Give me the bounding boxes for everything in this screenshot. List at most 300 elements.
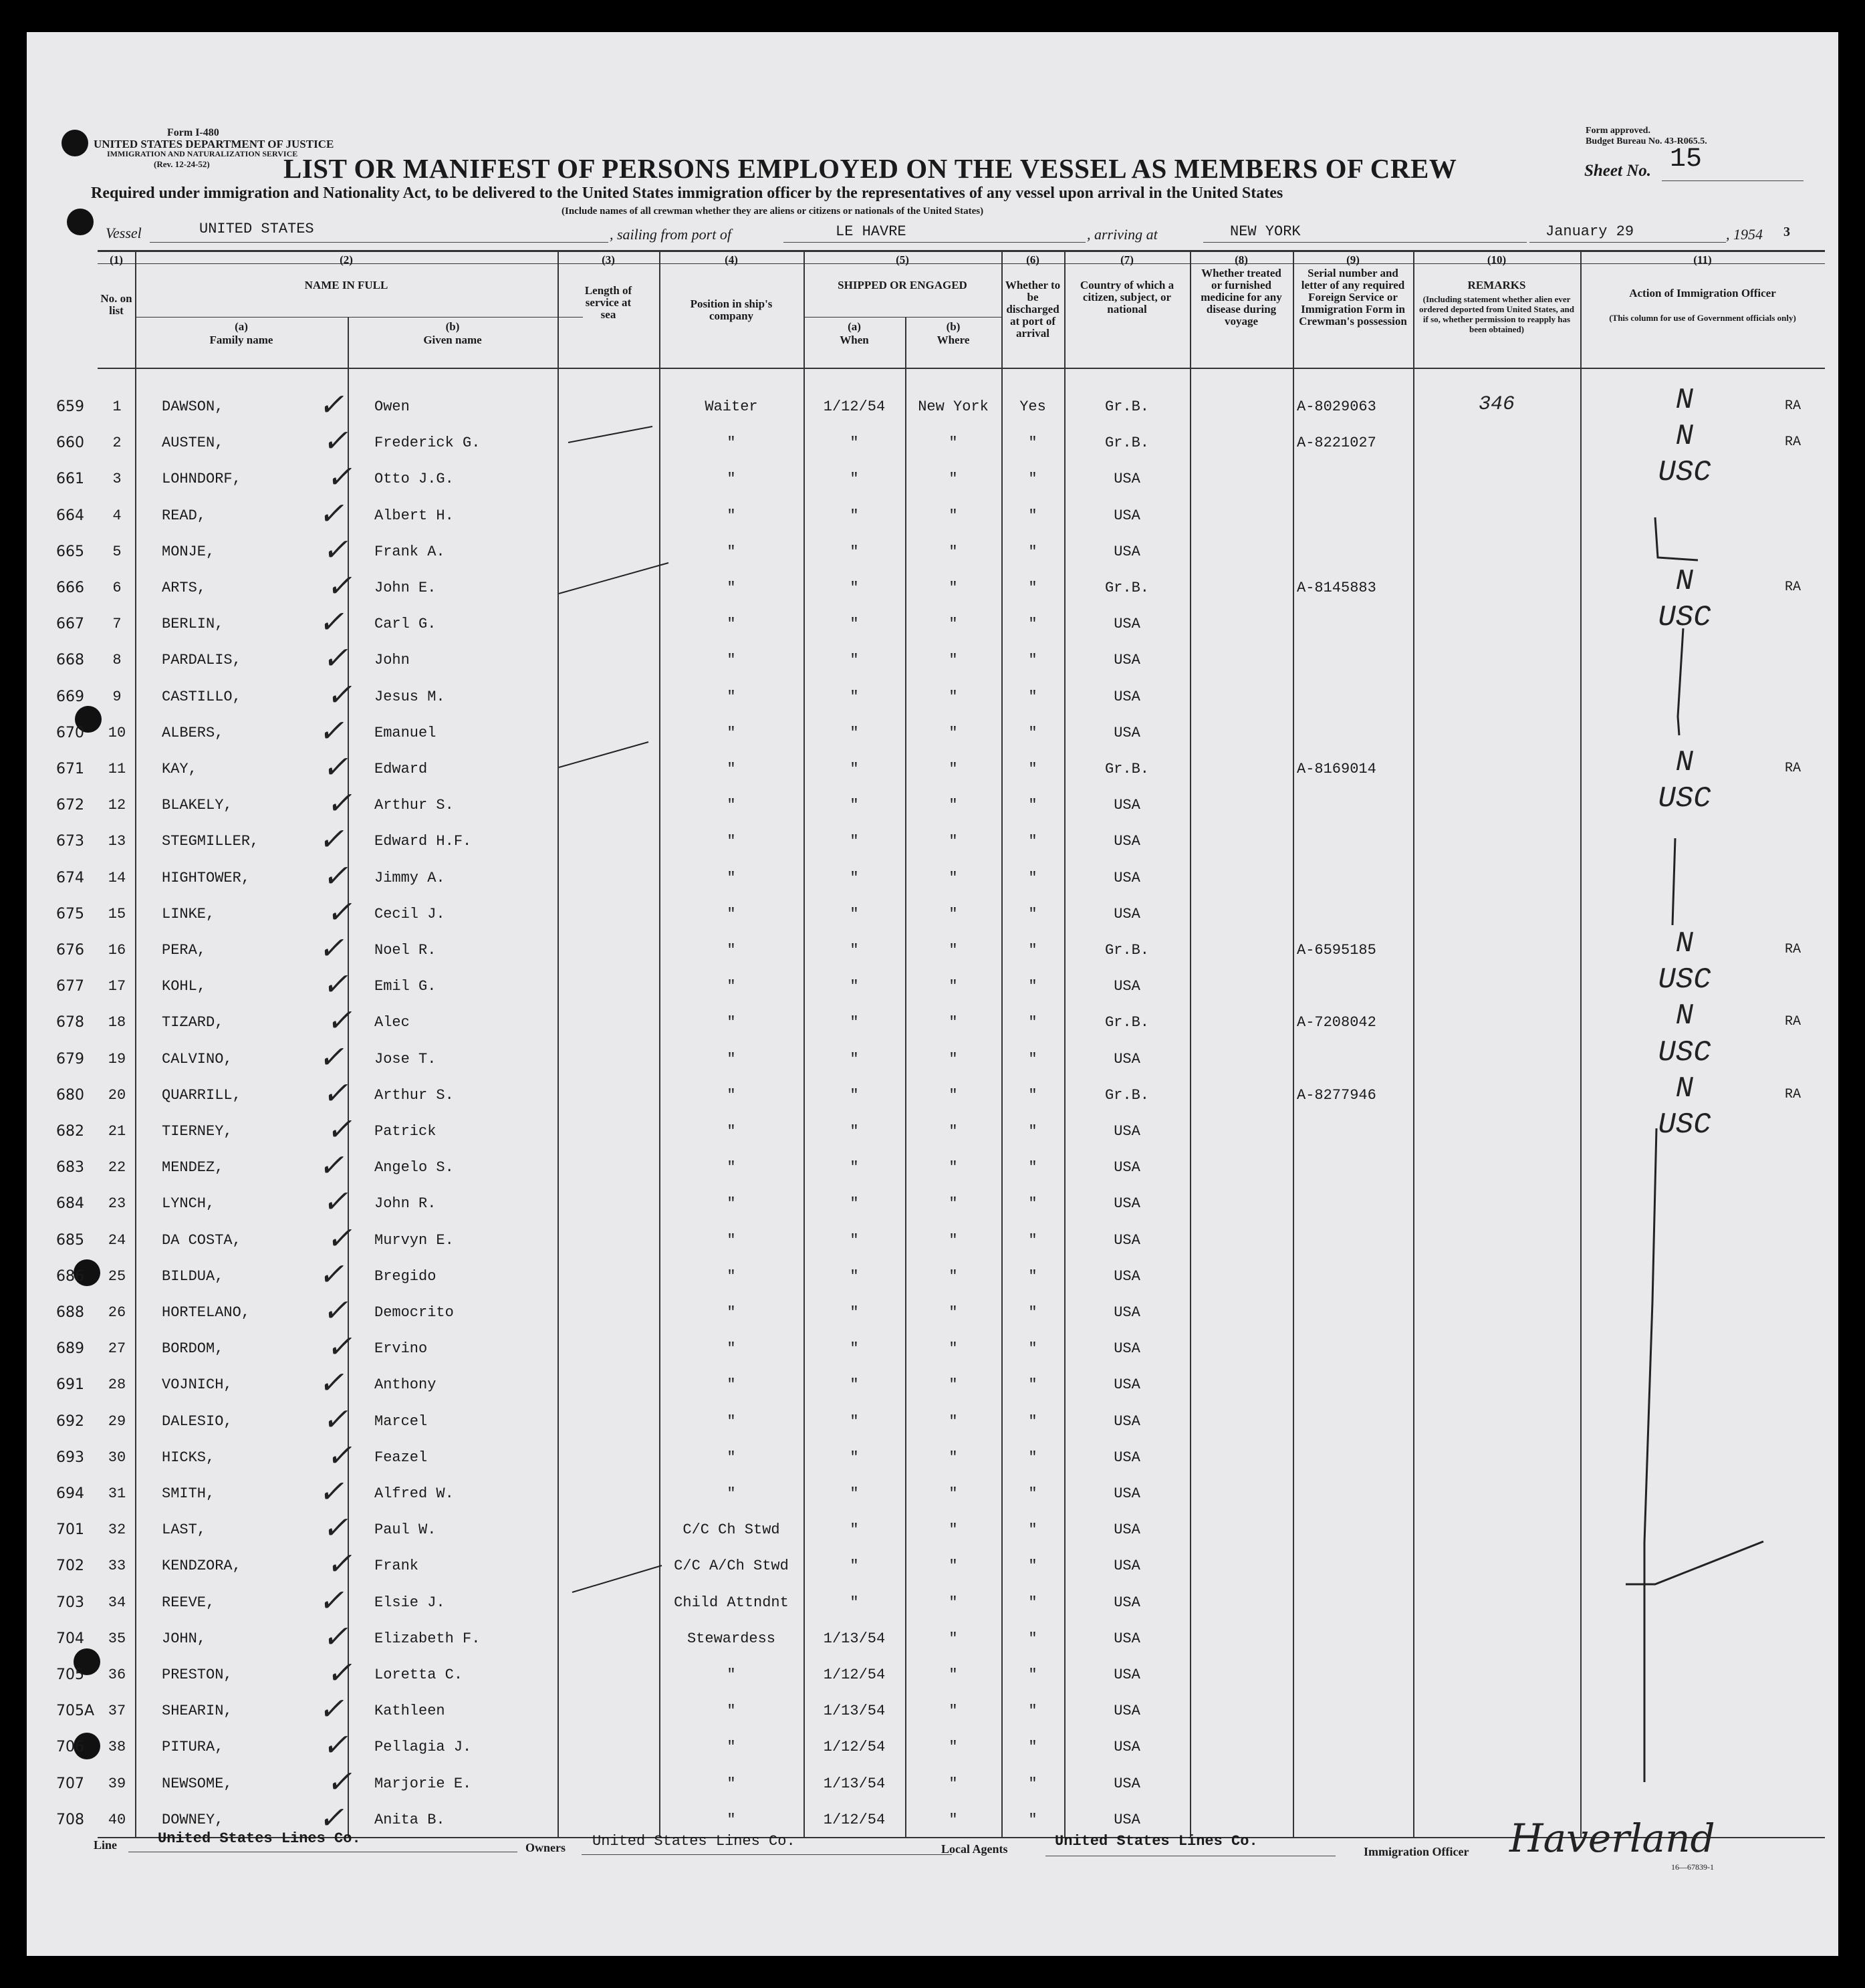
row-position: " bbox=[727, 1811, 736, 1828]
row-country: Gr.B. bbox=[1104, 1014, 1149, 1031]
port-to: NEW YORK bbox=[1230, 223, 1301, 240]
row-family-name: DALESIO, bbox=[162, 1412, 233, 1430]
row-shipped-when: 1/13/54 bbox=[823, 1703, 886, 1720]
row-country: USA bbox=[1114, 652, 1140, 669]
row-list-number: 33 bbox=[108, 1558, 126, 1575]
row-given-name: Angelo S. bbox=[374, 1159, 454, 1176]
row-shipped-where: " bbox=[949, 1159, 958, 1176]
row-ra-mark: RA bbox=[1785, 942, 1801, 957]
row-shipped-when: " bbox=[850, 1376, 859, 1394]
row-country: USA bbox=[1114, 978, 1140, 995]
row-shipped-where: " bbox=[949, 1086, 958, 1104]
row-shipped-when: " bbox=[850, 1521, 859, 1539]
row-list-number: 12 bbox=[108, 797, 126, 814]
officer-signature: Haverland bbox=[1509, 1816, 1715, 1861]
col-num-4: (4) bbox=[725, 253, 738, 266]
row-discharged: " bbox=[1028, 1703, 1037, 1720]
col-num-5b: (b) bbox=[946, 320, 961, 333]
row-shipped-when: " bbox=[850, 688, 859, 705]
agents-value: United States Lines Co. bbox=[1055, 1833, 1258, 1850]
row-given-name: Ervino bbox=[374, 1340, 428, 1358]
row-ref-number: 693 bbox=[56, 1449, 84, 1466]
row-ref-number: 679 bbox=[56, 1050, 84, 1068]
row-ref-number: 703 bbox=[56, 1594, 84, 1611]
action-bracket-stroke bbox=[1678, 628, 1683, 735]
row-shipped-when: " bbox=[850, 869, 859, 886]
row-family-name: HIGHTOWER, bbox=[162, 869, 251, 886]
row-discharged: " bbox=[1028, 1449, 1037, 1466]
row-discharged: " bbox=[1028, 905, 1037, 922]
checkmark-icon: ✓ bbox=[318, 1150, 344, 1186]
checkmark-icon: ✓ bbox=[318, 1477, 344, 1511]
row-family-name: REEVE, bbox=[162, 1594, 215, 1611]
row-family-name: HORTELANO, bbox=[162, 1304, 251, 1321]
row-family-name: AUSTEN, bbox=[162, 434, 224, 452]
row-family-name: DOWNEY, bbox=[162, 1811, 224, 1828]
row-discharged: " bbox=[1028, 1086, 1037, 1104]
row-position: " bbox=[727, 616, 736, 633]
row-ref-number: 704 bbox=[56, 1630, 84, 1647]
row-family-name: TIERNEY, bbox=[162, 1123, 233, 1140]
row-discharged: " bbox=[1028, 1485, 1037, 1502]
row-position: " bbox=[727, 1304, 736, 1321]
row-family-name: DAWSON, bbox=[162, 398, 224, 415]
row-given-name: Pellagia J. bbox=[374, 1739, 472, 1756]
row-position: Waiter bbox=[705, 398, 758, 415]
col-num-2a: (a) bbox=[235, 320, 248, 333]
owners-label: Owners bbox=[525, 1841, 566, 1854]
row-family-name: LAST, bbox=[162, 1521, 207, 1539]
owners-field-line bbox=[582, 1854, 952, 1855]
row-family-name: PRESTON, bbox=[162, 1666, 233, 1683]
row-officer-action: N bbox=[1675, 420, 1694, 454]
row-country: Gr.B. bbox=[1104, 398, 1149, 415]
row-family-name: ARTS, bbox=[162, 580, 207, 596]
col-header-medicine: Whether treated or furnished medicine for any disease during voyage bbox=[1201, 267, 1282, 328]
row-family-name: VOJNICH, bbox=[162, 1376, 233, 1394]
checkmark-icon: ✓ bbox=[326, 679, 352, 715]
row-ref-number: 661 bbox=[56, 471, 84, 488]
checkmark-icon: ✓ bbox=[326, 1766, 352, 1801]
row-officer-action: USC bbox=[1658, 963, 1711, 997]
row-discharged: " bbox=[1028, 1811, 1037, 1828]
row-given-name: Frederick G. bbox=[374, 434, 481, 452]
row-country: USA bbox=[1114, 471, 1140, 488]
row-list-number: 10 bbox=[108, 724, 126, 741]
row-position: " bbox=[727, 1376, 736, 1394]
row-list-number: 25 bbox=[108, 1267, 126, 1285]
row-list-number: 9 bbox=[112, 688, 122, 705]
row-country: USA bbox=[1114, 1050, 1140, 1068]
row-list-number: 20 bbox=[108, 1086, 126, 1104]
row-position: " bbox=[727, 905, 736, 922]
checkmark-icon: ✓ bbox=[322, 969, 348, 1005]
row-list-number: 7 bbox=[112, 616, 122, 633]
row-list-number: 28 bbox=[108, 1376, 126, 1394]
row-officer-action: N bbox=[1675, 927, 1694, 961]
row-country: USA bbox=[1114, 797, 1140, 814]
row-given-name: Loretta C. bbox=[374, 1666, 463, 1683]
col-header-action: Action of Immigration Officer bbox=[1629, 287, 1776, 299]
row-shipped-where: " bbox=[949, 652, 958, 669]
row-shipped-where: " bbox=[949, 1666, 958, 1683]
row-country: Gr.B. bbox=[1104, 434, 1149, 452]
row-shipped-when: " bbox=[850, 1449, 859, 1466]
row-shipped-when: " bbox=[850, 978, 859, 995]
col-num-7: (7) bbox=[1120, 253, 1134, 266]
department: UNITED STATES DEPARTMENT OF JUSTICE bbox=[94, 138, 334, 150]
row-given-name: Alec bbox=[374, 1014, 410, 1031]
row-family-name: CASTILLO, bbox=[162, 688, 241, 705]
row-ra-mark: RA bbox=[1785, 398, 1801, 414]
row-given-name: Noel R. bbox=[374, 942, 437, 959]
row-ref-number: 671 bbox=[56, 761, 84, 777]
row-shipped-where: " bbox=[949, 905, 958, 922]
row-family-name: PERA, bbox=[162, 942, 207, 959]
row-shipped-where: " bbox=[949, 1123, 958, 1140]
checkmark-icon: ✓ bbox=[318, 1694, 344, 1729]
row-discharged: " bbox=[1028, 471, 1037, 488]
service-name: IMMIGRATION AND NATURALIZATION SERVICE bbox=[107, 149, 298, 158]
row-position: " bbox=[727, 507, 736, 524]
col-num-1: (1) bbox=[110, 253, 123, 266]
row-list-number: 13 bbox=[108, 833, 126, 850]
row-ref-number: 677 bbox=[56, 978, 84, 995]
row-shipped-where: " bbox=[949, 942, 958, 959]
row-officer-action: USC bbox=[1658, 782, 1711, 816]
vessel-name: UNITED STATES bbox=[199, 221, 314, 237]
checkmark-icon: ✓ bbox=[326, 1549, 352, 1584]
row-position: " bbox=[727, 471, 736, 488]
row-position: Stewardess bbox=[687, 1630, 776, 1647]
row-ref-number: 668 bbox=[56, 652, 84, 669]
checkmark-icon: ✓ bbox=[326, 1223, 352, 1258]
row-position: " bbox=[727, 1412, 736, 1430]
print-code: 16—67839-1 bbox=[1671, 1862, 1714, 1872]
row-family-name: BERLIN, bbox=[162, 616, 224, 633]
row-position: " bbox=[727, 1231, 736, 1249]
row-given-name: Kathleen bbox=[374, 1703, 445, 1720]
row-shipped-where: " bbox=[949, 507, 958, 524]
crew-note: (Include names of all crewman whether they are aliens or citizens or nationals of the United States) bbox=[562, 206, 984, 217]
row-country: USA bbox=[1114, 1231, 1140, 1249]
row-country: USA bbox=[1114, 1811, 1140, 1828]
row-shipped-when: 1/12/54 bbox=[823, 1666, 886, 1683]
row-ref-number: 686 bbox=[56, 1267, 84, 1285]
row-serial-number: A-8169014 bbox=[1297, 761, 1376, 777]
row-discharged: " bbox=[1028, 652, 1037, 669]
row-shipped-where: " bbox=[949, 1231, 958, 1249]
row-country: Gr.B. bbox=[1104, 942, 1149, 959]
row-given-name: Democrito bbox=[374, 1304, 454, 1321]
row-ref-number: 659 bbox=[56, 398, 84, 415]
row-list-number: 36 bbox=[108, 1666, 126, 1683]
row-country: Gr.B. bbox=[1104, 1086, 1149, 1104]
row-family-name: LOHNDORF, bbox=[162, 471, 241, 488]
row-shipped-where: " bbox=[949, 471, 958, 488]
row-country: USA bbox=[1114, 833, 1140, 850]
row-discharged: " bbox=[1028, 1304, 1037, 1321]
row-discharged: " bbox=[1028, 1594, 1037, 1611]
row-given-name: Jose T. bbox=[374, 1050, 437, 1068]
row-list-number: 34 bbox=[108, 1594, 126, 1611]
checkmark-icon: ✓ bbox=[322, 1513, 348, 1548]
row-country: USA bbox=[1114, 1449, 1140, 1466]
col-header-where: Where bbox=[937, 334, 970, 346]
checkmark-icon: ✓ bbox=[318, 390, 344, 424]
row-shipped-where: " bbox=[949, 1485, 958, 1502]
action-bracket-stroke bbox=[1644, 1128, 1656, 1782]
row-ref-number: 680 bbox=[56, 1086, 84, 1104]
checkmark-icon: ✓ bbox=[326, 1005, 352, 1041]
row-family-name: JOHN, bbox=[162, 1630, 207, 1647]
row-discharged: " bbox=[1028, 1775, 1037, 1792]
row-given-name: Edward bbox=[374, 761, 428, 777]
checkmark-icon: ✓ bbox=[318, 498, 344, 533]
row-given-name: Frank bbox=[374, 1558, 419, 1575]
row-list-number: 38 bbox=[108, 1739, 126, 1756]
row-given-name: Patrick bbox=[374, 1123, 437, 1140]
sheet-no-label: Sheet No. bbox=[1584, 162, 1651, 180]
row-officer-action: N bbox=[1675, 565, 1694, 598]
checkmark-icon: ✓ bbox=[322, 860, 348, 896]
row-position: " bbox=[727, 1449, 736, 1466]
checkmark-icon: ✓ bbox=[326, 1114, 352, 1149]
row-shipped-when: " bbox=[850, 833, 859, 850]
col-header-when: When bbox=[840, 334, 869, 346]
arriving-label: , arriving at bbox=[1087, 226, 1158, 243]
row-family-name: KAY, bbox=[162, 761, 197, 777]
row-country: USA bbox=[1114, 1485, 1140, 1502]
row-shipped-when: 1/13/54 bbox=[823, 1630, 886, 1647]
row-family-name: PITURA, bbox=[162, 1739, 224, 1756]
checkmark-icon: ✓ bbox=[318, 607, 344, 642]
pen-stroke bbox=[559, 563, 668, 594]
row-shipped-where: " bbox=[949, 1304, 958, 1321]
row-given-name: Frank A. bbox=[374, 543, 445, 560]
row-discharged: " bbox=[1028, 1050, 1037, 1068]
row-discharged: " bbox=[1028, 1267, 1037, 1285]
row-shipped-where: " bbox=[949, 1376, 958, 1394]
row-country: USA bbox=[1114, 1412, 1140, 1430]
row-discharged: " bbox=[1028, 1014, 1037, 1031]
row-position: " bbox=[727, 869, 736, 886]
row-ref-number: 694 bbox=[56, 1485, 84, 1502]
row-given-name: Emanuel bbox=[374, 724, 437, 741]
row-ref-number: 684 bbox=[56, 1195, 84, 1213]
row-given-name: Owen bbox=[374, 398, 410, 415]
row-shipped-where: " bbox=[949, 1521, 958, 1539]
row-list-number: 32 bbox=[108, 1521, 126, 1539]
row-given-name: Cecil J. bbox=[374, 905, 445, 922]
row-position: " bbox=[727, 543, 736, 560]
row-family-name: BILDUA, bbox=[162, 1267, 224, 1285]
checkmark-icon: ✓ bbox=[318, 1041, 344, 1077]
checkmark-icon: ✓ bbox=[322, 1404, 348, 1439]
row-list-number: 19 bbox=[108, 1050, 126, 1068]
col-header-action-note: (This column for use of Government officials only) bbox=[1609, 313, 1796, 323]
row-list-number: 17 bbox=[108, 978, 126, 995]
row-officer-action: USC bbox=[1658, 456, 1711, 490]
owners-value: United States Lines Co. bbox=[592, 1833, 795, 1850]
row-ra-mark: RA bbox=[1785, 1086, 1801, 1102]
row-discharged: " bbox=[1028, 1195, 1037, 1213]
row-discharged: " bbox=[1028, 978, 1037, 995]
row-position: " bbox=[727, 942, 736, 959]
checkmark-icon: ✓ bbox=[322, 1078, 348, 1113]
row-position: " bbox=[727, 761, 736, 777]
row-discharged: Yes bbox=[1019, 398, 1046, 415]
row-list-number: 40 bbox=[108, 1811, 126, 1828]
row-shipped-where: " bbox=[949, 543, 958, 560]
row-officer-action: N bbox=[1675, 1072, 1694, 1106]
row-country: USA bbox=[1114, 1558, 1140, 1575]
row-position: " bbox=[727, 1159, 736, 1176]
row-position: " bbox=[727, 833, 736, 850]
row-list-number: 39 bbox=[108, 1775, 126, 1792]
row-given-name: Paul W. bbox=[374, 1521, 437, 1539]
row-ref-number: 689 bbox=[56, 1340, 84, 1358]
row-discharged: " bbox=[1028, 942, 1037, 959]
checkmark-icon: ✓ bbox=[326, 571, 352, 606]
row-shipped-when: " bbox=[850, 942, 859, 959]
col-header-family-name: Family name bbox=[209, 334, 273, 346]
row-position: " bbox=[727, 1195, 736, 1213]
manifest-sheet bbox=[27, 32, 1838, 1956]
row-shipped-when: " bbox=[850, 1195, 859, 1213]
row-shipped-where: " bbox=[949, 1594, 958, 1611]
row-shipped-where: " bbox=[949, 1558, 958, 1575]
row-ra-mark: RA bbox=[1785, 580, 1801, 595]
checkmark-icon: ✓ bbox=[326, 462, 352, 497]
row-ref-number: 707 bbox=[56, 1775, 84, 1792]
row-shipped-where: " bbox=[949, 1703, 958, 1720]
row-position: " bbox=[727, 978, 736, 995]
action-bracket-stroke bbox=[1655, 517, 1698, 560]
row-shipped-where: " bbox=[949, 978, 958, 995]
budget-bureau: Budget Bureau No. 43-R065.5. bbox=[1586, 136, 1707, 146]
row-family-name: ALBERS, bbox=[162, 724, 224, 741]
row-discharged: " bbox=[1028, 761, 1037, 777]
row-ref-number: 678 bbox=[56, 1014, 84, 1031]
row-list-number: 27 bbox=[108, 1340, 126, 1358]
row-shipped-when: 1/12/54 bbox=[823, 1811, 886, 1828]
year-overwrite: 3 bbox=[1783, 225, 1790, 239]
checkmark-icon: ✓ bbox=[326, 1440, 352, 1475]
sheet-number: 15 bbox=[1670, 144, 1703, 174]
row-ref-number: 705A bbox=[56, 1703, 95, 1720]
checkmark-icon: ✓ bbox=[322, 426, 348, 461]
row-given-name: Jesus M. bbox=[374, 688, 445, 705]
action-bracket-stroke bbox=[1626, 1541, 1763, 1584]
row-list-number: 14 bbox=[108, 869, 126, 886]
checkmark-icon: ✓ bbox=[326, 1658, 352, 1693]
col-header-name-in-full: NAME IN FULL bbox=[304, 279, 388, 291]
row-given-name: Edward H.F. bbox=[374, 833, 472, 850]
row-family-name: KENDZORA, bbox=[162, 1558, 241, 1575]
page-title: LIST OR MANIFEST OF PERSONS EMPLOYED ON THE VESSEL AS MEMBERS OF CREW bbox=[283, 153, 1457, 184]
row-ra-mark: RA bbox=[1785, 1014, 1801, 1030]
row-list-number: 21 bbox=[108, 1123, 126, 1140]
row-position: " bbox=[727, 1086, 736, 1104]
row-list-number: 1 bbox=[112, 398, 122, 415]
col-num-9: (9) bbox=[1346, 253, 1360, 266]
row-ref-number: 708 bbox=[56, 1811, 84, 1828]
row-discharged: " bbox=[1028, 869, 1037, 886]
row-ref-number: 674 bbox=[56, 869, 84, 886]
row-country: USA bbox=[1114, 869, 1140, 886]
row-family-name: KOHL, bbox=[162, 978, 207, 995]
row-position: " bbox=[727, 652, 736, 669]
row-given-name: Otto J.G. bbox=[374, 471, 454, 488]
row-position: " bbox=[727, 1775, 736, 1792]
row-country: USA bbox=[1114, 1521, 1140, 1539]
col-num-5: (5) bbox=[896, 253, 909, 266]
col-num-3: (3) bbox=[602, 253, 615, 266]
row-list-number: 30 bbox=[108, 1449, 126, 1466]
row-given-name: John R. bbox=[374, 1195, 437, 1213]
row-list-number: 31 bbox=[108, 1485, 126, 1502]
row-position: C/C Ch Stwd bbox=[682, 1521, 780, 1539]
row-family-name: MONJE, bbox=[162, 543, 215, 560]
row-position: " bbox=[727, 797, 736, 814]
row-discharged: " bbox=[1028, 1159, 1037, 1176]
row-shipped-where: " bbox=[949, 1195, 958, 1213]
row-shipped-where: " bbox=[949, 724, 958, 741]
row-country: USA bbox=[1114, 507, 1140, 524]
row-country: USA bbox=[1114, 1123, 1140, 1140]
row-country: USA bbox=[1114, 905, 1140, 922]
form-approved: Form approved. bbox=[1586, 126, 1650, 136]
checkmark-icon: ✓ bbox=[318, 933, 344, 968]
checkmark-icon: ✓ bbox=[326, 896, 352, 932]
row-family-name: SMITH, bbox=[162, 1485, 215, 1502]
row-shipped-when: " bbox=[850, 797, 859, 814]
row-shipped-when: " bbox=[850, 580, 859, 596]
col-header-remarks-note: (Including statement whether alien ever ordered deported from United States, and if so, whether permission to reapply has been obtained) bbox=[1418, 294, 1575, 334]
row-position: Child Attndnt bbox=[674, 1594, 789, 1611]
row-given-name: Arthur S. bbox=[374, 797, 454, 814]
row-given-name: Marcel bbox=[374, 1412, 428, 1430]
col-header-given-name: Given name bbox=[423, 334, 482, 346]
row-ra-mark: RA bbox=[1785, 761, 1801, 776]
row-discharged: " bbox=[1028, 1231, 1037, 1249]
checkmark-icon: ✓ bbox=[318, 1368, 344, 1403]
row-shipped-where: " bbox=[949, 688, 958, 705]
vessel-label: Vessel bbox=[106, 225, 142, 241]
row-remarks: 346 bbox=[1478, 393, 1515, 416]
row-country: USA bbox=[1114, 1376, 1140, 1394]
row-position: " bbox=[727, 434, 736, 452]
row-position: " bbox=[727, 1123, 736, 1140]
col-num-5a: (a) bbox=[848, 320, 861, 333]
row-shipped-when: " bbox=[850, 1050, 859, 1068]
col-num-2: (2) bbox=[340, 253, 353, 266]
row-position: " bbox=[727, 724, 736, 741]
row-ref-number: 669 bbox=[56, 688, 84, 705]
row-country: USA bbox=[1114, 1594, 1140, 1611]
row-ref-number: 670 bbox=[56, 724, 84, 741]
row-discharged: " bbox=[1028, 434, 1037, 452]
row-country: USA bbox=[1114, 616, 1140, 633]
checkmark-icon: ✓ bbox=[322, 643, 348, 678]
col-header-no-on-list: No. on list bbox=[100, 292, 132, 317]
action-bracket-stroke bbox=[1672, 838, 1675, 925]
row-family-name: MENDEZ, bbox=[162, 1159, 224, 1176]
row-shipped-when: " bbox=[850, 616, 859, 633]
row-country: Gr.B. bbox=[1104, 761, 1149, 777]
row-list-number: 8 bbox=[112, 652, 122, 669]
